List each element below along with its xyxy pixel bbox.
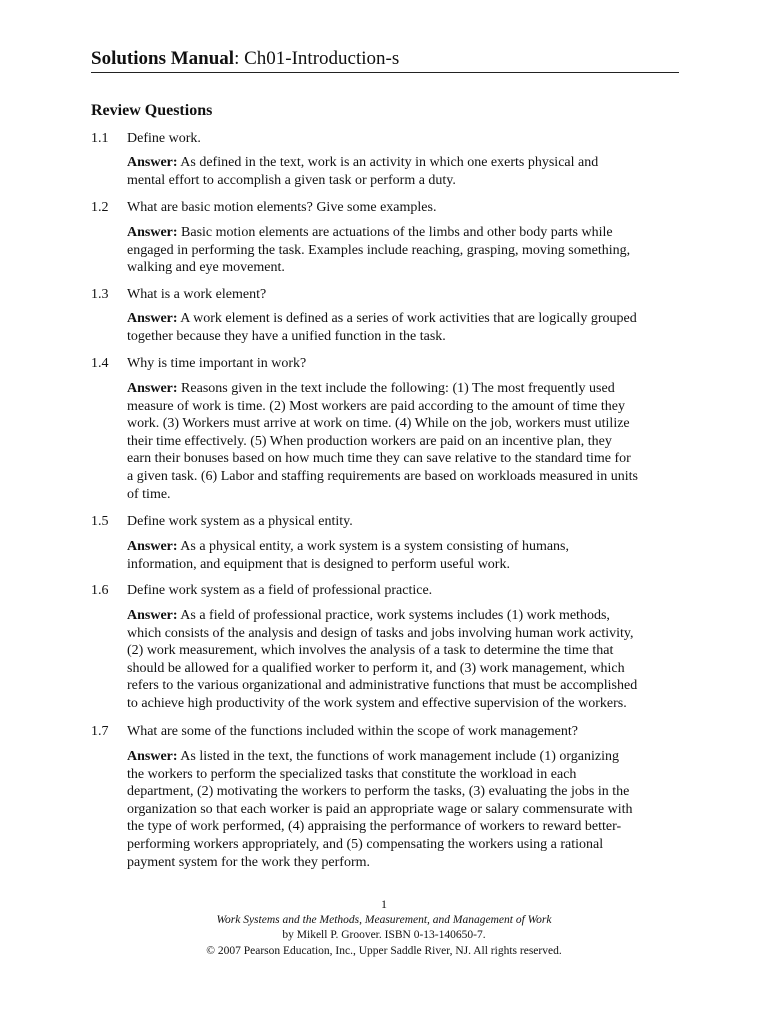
author-line: by Mikell P. Groover. ISBN 0-13-140650-7.	[282, 929, 486, 941]
answer-label: Answer:	[127, 225, 178, 240]
answer-line: Answer: As defined in the text, work is an activity in which one exerts physical and	[127, 155, 599, 170]
answer-line: refers to the various organizational and administrative functions that must be accomplished	[127, 678, 638, 694]
question-number: 1.3	[91, 287, 109, 302]
section-title: Review Questions	[91, 102, 213, 119]
answer-block	[127, 380, 679, 503]
copyright-line: © 2007 Pearson Education, Inc., Upper Saddle River, NJ. All rights reserved.	[206, 944, 562, 957]
answer-block	[127, 310, 679, 345]
question-text: Define work.	[127, 131, 201, 146]
answer-label: Answer:	[127, 539, 178, 554]
answer-line: information, and equipment that is designed to perform useful work.	[127, 556, 510, 572]
question-text: What is a work element?	[127, 287, 267, 302]
answer-line: payment system for the work they perform.	[127, 854, 370, 870]
answer-line: organization so that each worker is paid an appropriate wage or salary commensurate with	[127, 801, 633, 817]
answer-line: a given task. (6) Labor and staffing requirements are based on workloads measured in units	[127, 468, 638, 484]
answer-line: walking and eye movement.	[127, 260, 285, 276]
page-number: 1	[381, 897, 387, 911]
question-text: Define work system as a field of professional practice.	[127, 583, 433, 598]
answer-block	[127, 607, 679, 713]
answer-line: should be allowed for a qualified worker to perform it, and (3) work management, which	[127, 660, 625, 676]
answer-line: to achieve high productivity of the work system and effective supervision of the workers.	[127, 695, 627, 711]
answer-line: performing workers appropriately, and (5) compensating the workers using a rational	[127, 836, 604, 852]
answer-line: together because they have a unified function in the task.	[127, 328, 446, 344]
question-text: Define work system as a physical entity.	[127, 514, 353, 529]
question-number: 1.6	[91, 583, 109, 598]
question-number: 1.5	[91, 514, 109, 529]
question-number: 1.1	[91, 131, 109, 146]
answer-line: Answer: Basic motion elements are actuations of the limbs and other body parts while	[127, 225, 613, 240]
answer-line: Answer: As a field of professional practice, work systems includes (1) work methods,	[127, 608, 610, 623]
book-title: Work Systems and the Methods, Measurement, and Management of Work	[216, 913, 552, 926]
question-text: What are basic motion elements? Give some examples.	[127, 200, 437, 215]
question-number: 1.4	[91, 356, 109, 371]
answer-label: Answer:	[127, 155, 178, 170]
answer-block	[127, 224, 679, 277]
answer-line: engaged in performing the task. Examples include reaching, grasping, moving something,	[127, 242, 631, 258]
question-text: Why is time important in work?	[127, 356, 307, 371]
answer-label: Answer:	[127, 608, 178, 623]
page-footer	[0, 897, 768, 959]
answer-line: earn their bonuses based on how much time they can save relative to the standard time for	[127, 451, 631, 467]
answer-line: their time effectively. (5) When production workers are paid on an incentive plan, they	[127, 433, 612, 449]
answer-label: Answer:	[127, 749, 178, 764]
answer-line: department, (2) motivating the workers to perform the tasks, (3) evaluating the jobs in the	[127, 784, 630, 800]
answer-block	[127, 748, 679, 871]
answer-line: mental effort to accomplish a given task or perform a duty.	[127, 172, 456, 188]
answer-line: the type of work performed, (4) appraising the performance of workers to reward better-	[127, 819, 622, 835]
header-title-bold: Solutions Manual	[91, 48, 235, 69]
question-number: 1.7	[91, 724, 109, 739]
answer-line: measure of work is time. (2) Most workers are paid according to the amount of time they	[127, 398, 626, 414]
answer-block	[127, 154, 679, 189]
header-title-rest: : Ch01-Introduction-s	[234, 48, 400, 69]
answer-line: the workers to perform the specialized tasks that constitute the workload in each	[127, 766, 577, 782]
answer-label: Answer:	[127, 381, 178, 396]
answer-line: work. (3) Workers must arrive at work on time. (4) While on the job, workers must utilize	[127, 416, 630, 432]
answer-label: Answer:	[127, 311, 178, 326]
page-header	[91, 48, 679, 73]
answer-line: Answer: As listed in the text, the functions of work management include (1) organizing	[127, 749, 619, 764]
answer-line: Answer: A work element is defined as a series of work activities that are logically grouped	[127, 311, 637, 326]
question-number: 1.2	[91, 200, 109, 215]
answer-line: (2) work measurement, which involves the analysis of a task to determine the time that	[127, 643, 614, 659]
answer-line: Answer: As a physical entity, a work system is a system consisting of humans,	[127, 539, 569, 554]
answer-block	[127, 538, 679, 573]
answer-line: of time.	[127, 486, 171, 502]
answer-line: Answer: Reasons given in the text include the following: (1) The most frequently used	[127, 381, 615, 396]
question-text: What are some of the functions included within the scope of work management?	[127, 724, 578, 739]
answer-line: which consists of the analysis and design of tasks and jobs involving human work activity,	[127, 625, 634, 641]
